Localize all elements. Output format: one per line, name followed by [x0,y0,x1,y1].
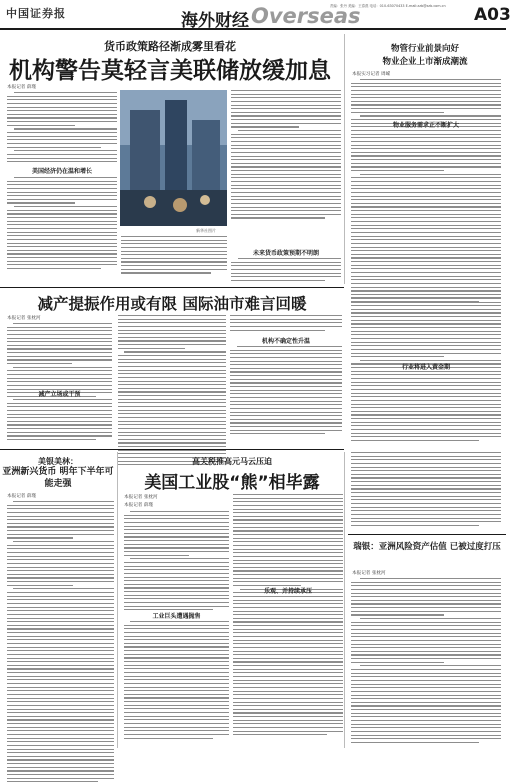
us-byline-1: 本报记者 张枕河 [124,495,158,500]
oil-subhead-1: 减产立场或干预 [38,391,81,398]
main-col-3 [231,90,341,208]
section-title-cn: 海外财经 [181,11,249,31]
oil-headline: 减产提振作用或有限 国际油市难言回暖 [37,295,307,313]
oil-col-2 [118,315,226,445]
property-subhead-1: 物业服务需求正不断扩大 [392,122,459,129]
ruiyin-byline: 本报记者 张枕河 [352,571,386,576]
us-subhead-2: 乐观、并持续承压 [263,588,312,595]
property-kicker: 物管行业前景向好 [390,44,459,54]
main-subhead-1: 美国经济仍在温和增长 [31,168,92,175]
asia-col [7,501,114,745]
property-col-4 [351,452,501,532]
oil-col-3a [230,315,342,335]
us-byline-2: 本报记者 薛瑾 [124,503,154,508]
asia-headline: 亚洲新兴货币 明年下半年可能走强 [2,467,114,489]
photo-illustration [120,90,227,226]
asia-kicker: 美银美林： [38,456,78,466]
main-col-3b [231,258,341,284]
news-photo [120,90,227,226]
column-divider-bottom-2 [344,452,345,748]
main-headline: 机构警告莫轻言美联储放缓加息 [9,58,331,84]
column-divider-top [344,34,345,284]
main-col-1b [7,177,117,282]
main-byline: 本报记者 薛瑾 [7,85,37,90]
us-kicker: 高关税推高元马云压迫 [192,456,272,466]
us-headline: 美国工业股“熊”相毕露 [144,473,320,493]
ruiyin-col [351,578,501,746]
section-rule-3 [348,534,506,535]
section-title-en: Overseas [251,4,361,28]
asia-byline: 本报记者 薛瑾 [7,494,37,499]
page-number: A03 [474,5,511,25]
column-divider-bottom-1 [117,452,118,748]
main-subhead-2: 未来货币政策预期不明朗 [252,250,319,257]
oil-col-3b [230,346,342,445]
oil-subhead-2: 机构不确定性升温 [261,338,310,345]
oil-col-1b [7,399,112,444]
section-rule-1 [0,287,344,288]
us-col-2 [233,494,343,746]
property-headline: 物业企业上市渐成潮流 [382,57,468,67]
main-kicker: 货币政策路径渐成雾里看花 [104,40,236,53]
property-byline: 本报实习记者 周嵘 [352,72,391,77]
newspaper-brand: 中国证券报 [6,7,66,20]
property-subhead-2: 行业将进入黄金期 [401,364,450,371]
editor-meta: 责编：张丹 美编：王春燕 电话：010-63070433 E-mail:zzb@zzb.com.cn [330,4,446,8]
oil-byline: 本报记者 张枕河 [7,316,41,321]
ruiyin-headline: 瑞银：亚洲风险资产估值 已被过度打压 [353,542,501,552]
section-rule-2 [0,449,344,450]
property-col-2 [351,130,501,285]
main-col-2b [121,236,227,282]
masthead [0,0,511,31]
us-subhead-1: 工业巨头遭遇抛售 [152,613,201,620]
photo-caption: 新华社图片 [196,228,216,233]
us-col-1b [124,621,229,746]
